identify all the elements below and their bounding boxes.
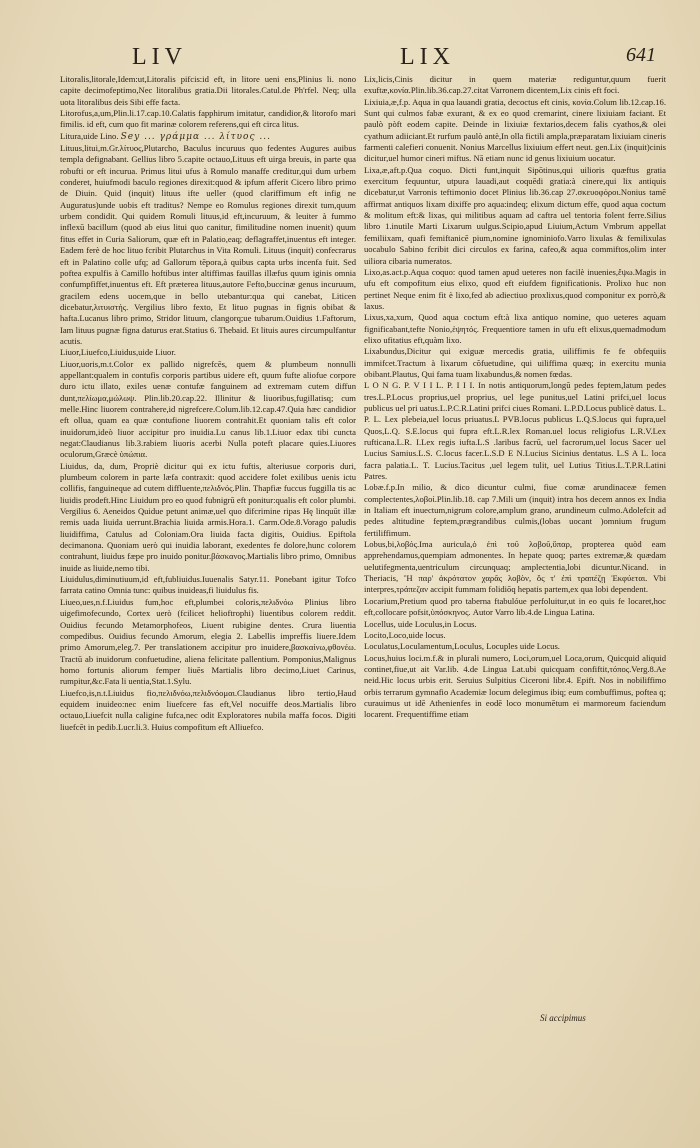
entry-litorosus: Litorofus,a,um,Plin.li.17.cap.10.Calatis fapphirum imitatur, candidior,& litorofo mari fimilis. id eft, cum quo fit marinæ colorem referens,qui eft circa litus.: [60, 108, 356, 130]
header-left-guideword: LIV: [132, 44, 187, 70]
running-header: [0, 44, 700, 74]
entry-liueo: Liueo,ues,n.f.Liuidus fum,hoc eft,plumbei coloris,πελιδνόω Plinius libro uigefimofecundo, Cortex uerò (fcilicet helioftrophi) liuentibus colorem reddit. Ouidius fecundo Metamorphofeos, Liuent rubigine dentes. Crura liuentia compedibus. Ouidius fecundo Amorum, elegia 2. Labellis impreffis liuere.Idem primo Amorum,eleg.7. Per translationem accipitur pro inuidere,βασκαίνω,φθονέω. Tractū ab inuidorum confuetudine, aliena felicitate pallentium. Pomponius,Malignus homo fortunis aliorum femper liuēs Martialis libro decimo,Liuet Carinus, rumpitur,&c.Fata li uentia,Stat.1.Sylu.: [60, 596, 356, 687]
entry-locellus: Locellus, uide Loculus,in Locus.: [364, 618, 477, 629]
entry-liuidulus: Liuidulus,diminutiuum,id eft,fubliuidus.Iuuenalis Satyr.11. Ponebant igitur Tofco farrata catino Omnia tunc: quibus inuideas,fi liuidulus fis.: [60, 574, 356, 596]
entry-lixabundus: Lixabundus,Dicitur qui exiguæ mercedis gratia, uiliffimis fe fe obfequiis immifcet.Tractum à lixarum cõfuetudine, qui uiliffima quæq; in exercitu munia obibant.Plautus, Qui fama tuam lixabundus,& nomen fœdas.: [364, 346, 666, 379]
entry-lixus: Lixus,xa,xum, Quod aqua coctum eft:à lixa antiquo nomine, quo ueteres aquam fignificabant,tefte Nonio,ἑψητός. Frequentiore tamen in ufu eft elixus,quemadmodum elixo ufitatius eft,quàm lixo.: [364, 312, 666, 345]
entry-lix: Lix,licis,Cinis dicitur in quem materiæ rediguntur,quum fuerit exuftæ,κονία.Plin.lib.36.cap.27.citat Varronem dicentem,Lix cinis eft foci.: [364, 74, 666, 96]
entry-litoralis: Litoralis,litorale,Idem:ut,Litoralis pifcis:id eft, in litore ueni ens,Plinius li. nono capite decimofeptimo,Nec litoralibus gratia.Dii litorales.Catul.de Ph'rfel. Neq; ulla uota litoralibus deis Sibi effe facta.: [60, 74, 356, 107]
header-right-guideword: LIX: [400, 44, 455, 70]
entry-liuor-cross-ref: Liuor,Liuefco,Liuidus,uide Liuor.: [60, 347, 176, 358]
entry-lobae: Lobæ.f.p.In milio, & dico dicuntur culmi, fiue comæ arundinaceæ femen complectentes,λοβοί.Plin.lib.18. cap 7.Mili um (inquit) intra hos decem annos ex India in Italiam eft inuectum,nigrum colore,amplum grano, arundineum culmo.Adolefcit ad pedes altitudine feptem,prægrandibus culmis,(lobas uocant )omnium frugum fertiliffimum.: [364, 482, 666, 538]
entry-litura: Litura,uide Lino. Sey ... γράμμα ... λίτυος ...: [60, 130, 271, 142]
catchword: Si accipimus: [540, 1013, 586, 1023]
entry-lixiuia: Lixiuia,æ,f.p. Aqua in qua lauandi gratia, decoctus eft cinis, κονία.Colum lib.12.cap.16. Sunt qui culmos fabæ exurant, & ex eo quod cremarint, cinere lixiuiam faciant. Et paulò pòft eodem capite. Deinde in lixiuiæ fextarios,decem falis cyathos,& olei cyathum adiiciant.Et rurfum paulò antè,In olla fictili ampla,præparatam lixiuiam cineris farmenti calefieri conuenit. Nonius Marcellus lixiuium effert neut. gen.Lix (inquit)cinis dicitur,uel humor cineri miftus. Nā etiam nunc id genus lixiuium uocatur.: [364, 96, 666, 164]
entry-locarium: Locarium,Pretium quod pro taberna ftabulóue perfoluitur,ut in eo quis fe locaret,hoc eft,collocare pofsit,ὑπόσκηνος. Autor Varro lib.4.de Lingua Latina.: [364, 595, 666, 618]
right-column: [364, 74, 666, 721]
entry-liuesco: Liuefco,is,n.t.Liuidus fio,πελιδνόω,πελιδνόομαι.Claudianus libro tertio,Haud equidem inuideo:nec enim liuefcere fas eft,Vel nocuiffe deos.Martialis libro octauo,Liuefcit nulla caligine fufca,nec odit Exploratores nubila maffa focos. Digiti liuefcēt in pedib.Lucr.li.3. Huius compofitum eft Alliuefco.: [60, 687, 356, 732]
entry-lituus: Lituus,litui,m.Gr.λίτυος,Plutarcho, Baculus incuruus quo fedentes Augures auibus templa defignabant. Gellius libro 5.capite octauo,Lituus eft uirga breuis, in parte qua robufti or eft incurua. Primus litui ufus à Romulo manaffe creditur,qui dum urbem conderet, huiufmodi baculo regiones direxit:quod & ipfum afferit Cicero libro primo de Diuin. Quid (inquit) lituus ifte ueller (quod clariffimum eft infig ne Auguratus)unde uobis eft traditus? Nempe eo Romulus regiones direxit tum,quum urbem condidit. Qui quidem Romuli lituus,id eft,incuruum, & leuiter à fummo inflexū bacillum (quod ab eius litui quo canitur, fimilitudine nomen inuenit) quum fitus effet in Curia Saliorum, quæ eft in Palatio,eaq; deflagraffet,inuentus eft integer. Eadem ferè de hoc lituo fcribit Plutarchus in Vita Romuli. Lituus (inquit) confecrarus eft in Palatino colle ufq; ad Gallorum tēpora,à quibus capta urbs incenfa fuit. Sed poftea expulfis à Camillo hoftibus inter altiffimas fauillas illæfus quum iginis omnia confumpfiffet,inuentus eft. Eft præterea lituus,autore Fefto,buccinæ genus incuruum, gracilem edens uocem,que in bello utebantur:qua qui canebat, Liticen dicebatur,λιτυιστής. Vergilius libro fexto, Et lituo pugnas in fignis obibat & hafta.Lucanus libro primo, Stridor lituum, clangorq;ue tubarum.Ouidius 1.Faftorum, Iam lituus pugnæ figna daturus erat.Statius 6. Thebaid. Et lituis aures circumpulfantur acutis.: [60, 143, 356, 346]
entry-loculatus: Loculatus,Loculamentum,Loculus, Locuples uide Locus.: [364, 641, 560, 652]
entry-lixo: Lixo,as.act.p.Aqua coquo: quod tamen apud ueteres non facilè inuenies,ἕψω.Magis in ufu eft compofitum eius elixo, quod eft eiufdem fignificationis. Prolixo huc non pertinet Neque enim fit è lixo,fed ab adiectiuo proxlixus,quod componitur ex porrò,& laxus.: [364, 266, 666, 311]
entry-lixa: Lixa,æ,aft.p.Qua coquo. Dicti funt,inquit Sipōtinus,qui uilioris quæftus gratia exercitum fequuntur, utpura lauadi,aut coquēdi gratia:à cinere,qui lix antiquis dicebatur,ut Varronis teftimonio docet Plinius lib.36.cap 27.σκευοφόροι.Nonius tamē affirmat antiquos lixam dixiffe pro aqua:indeq; elixum dictum effe, quod aqua coctum & molitum eft:& lixas, qui militibus aquam ad caftra uel tentoria folent ferre.Silius libro 1.inutile Marti Lixarum uulgus.Scipio,apud Liuium,Actum Vmbrum appellat femiliixam, quafi femiftanicē pium,nomine ignominiofo.Varro lixulas & femilixulas uocabulo Sabino fcribit dici circulos ex farina, cafeo,& aqua commiftos,olim inter uiliora cibaria numeratos.: [364, 164, 666, 266]
entry-locus: Locus,huius loci.m.f.& in plurali numero, Loci,orum,uel Loca,orum, Quicquid aliquid continet,fiue,ut ait Var.lib. 4.de Lingua Lat.ubi quicquam confiftit,τόπος.Verg.8.Ae neid.Hic locus urbis erit. Seruius Sulpitius Ciceroni libr.4. Epift. Nos in nobiliffimo orbis terrarum gymnafio Academiæ locum delegimus ibiq; eum combuffimus, poftea q; curauimus ut idē Athenienfes in eodē loco monumētum ei marmoreum faciendum locarent. Frequentiffime etiam: [364, 652, 666, 720]
entry-liuidus: Liuidus, da, dum, Propriè dicitur qui ex ictu fuftis, alteriusue corporis duri, plumbeum colorem in parte læfa contraxit: quod accidere folet exilibus uenis ictu collifis, fanguineque ad cutem diffluente,πελιδνός.Plin. Thapfiæ fuccus fuggilla tis ac liuidis prodeft.Hinc Liuidum pro eo quod fubnigrū eft ponitur:qualis eft color plumbi. Vergilius 6. Aeneidos Quidue petunt animæ,uel quo difcrimine ripas Hę linquūt illæ remis uada liuida uerrunt.Brachia liuida armis.Hora.1. Carm.Ode.8.Vorago paludis liuidiffima, Catulus ad Coloniam.Ora liuida facta digitis, Ouidius. Epiftola decimanona. Quoniam uerò qui inuidia laborant, exedentes fe dolore,hunc colorem contrahunt, liuidus fæpe pro inuido ponitur.βάσκανος.Martialis libro primo, Omnibus inuide as liuide,nemo tibi.: [60, 460, 356, 573]
entry-liuor: Liuor,uoris,m.t.Color ex pallido nigrefcēs, quem & plumbeum nonnulli appellant:qualem in contufis corporis partibus uidere eft, quum fufte aliofue corpore duro ictu illato, exiles uenæ contufæ fanguinem ad extremam cutem diffun dunt,πελίωμα,μώλωψ. Plin.lib.20.cap.22. Illinitur & liuoribus,fugillatisq; cum melle.Hinc liuorem contrahere,id nigrefcere.Colum.lib.12.cap.47.Quia hæc candidior eft ollua, quam ea quæ contufione liuorem contrahit.Et quoniam talis eft color inuidorum,ideò liuor accipitur pro inuidia.Lu canus lib.1.Liuor edax tibi cuncta negat:Claudianus lib.3.rabiem liuoris acerbi Nulla poteft placare quies.Liuores oculorum,Græcè ὑπώπια.: [60, 358, 356, 460]
entry-abbreviations: L O N G. P. V I I L. P. I I I. In notis antiquorum,longū pedes feptem,latum pedes tres.L.P.Locus proprius,uel proprius, uel lege punitus,uel Latini prifci,uel locus publicus uel pri uatus.L.P.C.R.Latini prifci ciues Romani. L.P.D.Locus publicè datus. L. P. L. Lex plebeia,uel locus priuatus.L PVB.locus publicus L.Q.S.locus qui fupra,uel Quos,L.Q. S.E.locus qui fupra eft.L.R.lex Roman.uel locus religiofus L.R.V.Lex rufticana.L.R. I.Lex regis iufta.L.S .laribus facrū, uel facrorum,uel locus Sacer uel Lucius Samius.L.S. C.locus facer.L.S.D E N.Lucius Sicinius dentatus. L.S A L. loca facra palatia.L. T. Lucius.Tacitus ,uel legem tulit, uel Lutius Titius.L.T.P.R.Latini Patres.: [364, 380, 666, 482]
entry-lobus: Lobus,bi,λοβός.Ima auricula,ὁ ἐπὶ τοῦ λοβοῦ,ὕπαρ, propterea quòd eam apprehendamus,quempiam admonentes. In hepate quoq; partes extremæ,& quædam uelutifegmenta,uentriculum circunquaq; amplectentia,lobi dicuntur.Nicand. in Theriacis, Ἢ παρ' ἀκρότατον χαρᾶς λοβὸν, ὅς τ' ἐπὶ τραπέζῃ Ἐκφύεται. Vbi interpres,τράπεζαν accipit fummam folidiōq hepatis partem,ex qua lobi dependent.: [364, 539, 666, 595]
entry-locito: Locito,Loco,uide locus.: [364, 629, 446, 640]
handwritten-marginal-note: Sey ... γράμμα ... λίτυος ...: [120, 131, 271, 142]
left-column: [60, 74, 356, 733]
page-number: 641: [626, 44, 656, 66]
